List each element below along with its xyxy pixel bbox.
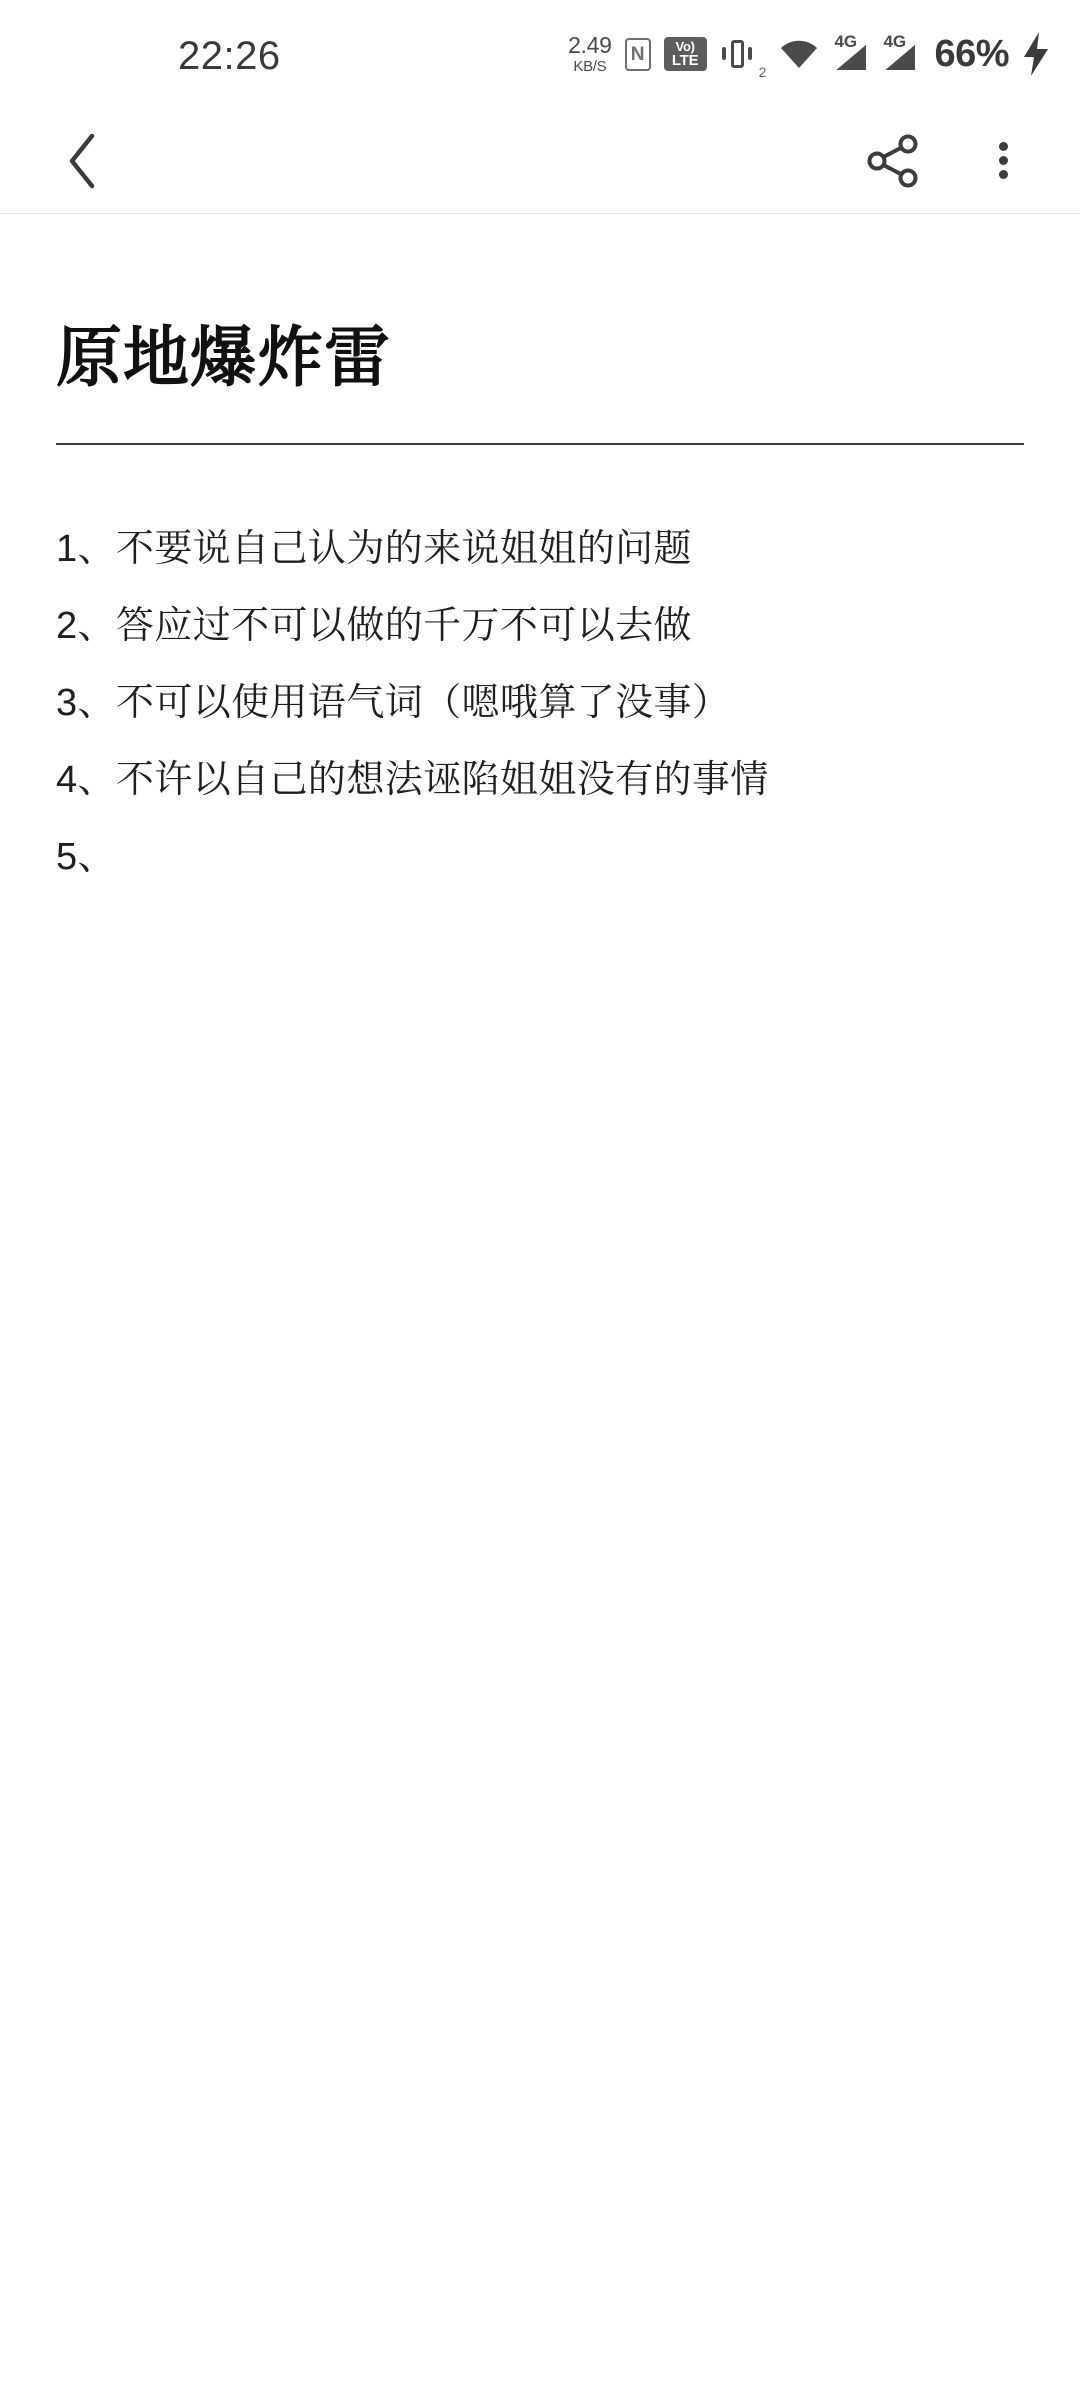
signal-group-2 xyxy=(881,32,917,71)
note-line: 3、不可以使用语气词（嗯哦算了没事） xyxy=(56,682,731,725)
network-speed-unit: KB/S xyxy=(573,58,607,75)
vibrate-mode-icon xyxy=(720,36,754,72)
sim-indicator-label: 2 xyxy=(758,64,767,80)
nfc-icon-label: N xyxy=(630,43,645,65)
note-line: 4、不许以自己的想法诬陷姐姐没有的事情 xyxy=(56,759,769,802)
more-options-button[interactable] xyxy=(968,126,1038,196)
signal-group-1 xyxy=(832,32,868,71)
more-dot-1 xyxy=(999,142,1008,151)
note-title[interactable]: 原地爆炸雷 xyxy=(56,320,391,394)
note-line: 1、不要说自己认为的来说姐姐的问题 xyxy=(56,528,692,571)
signal-icon-sim2-label: 4G xyxy=(883,32,907,51)
more-dot-3 xyxy=(999,170,1008,179)
note-line: 2、答应过不可以做的千万不可以去做 xyxy=(56,605,692,648)
battery-percent-label: 66% xyxy=(934,32,1009,75)
status-bar xyxy=(0,0,1080,108)
back-button[interactable] xyxy=(48,126,118,196)
volte-icon-bottom: LTE xyxy=(671,52,699,69)
nfc-icon xyxy=(625,38,651,71)
signal-icon-sim1-label: 4G xyxy=(834,32,858,51)
more-vertical-icon xyxy=(999,137,1008,184)
app-bar xyxy=(0,108,1080,214)
status-icons xyxy=(568,26,1050,82)
volte-icon xyxy=(664,37,707,71)
title-divider xyxy=(56,443,1024,445)
note-line: 5、 xyxy=(56,836,116,879)
status-clock: 22:26 xyxy=(178,34,281,78)
vibrate-icon-wave-left xyxy=(722,47,726,60)
note-content xyxy=(0,318,1080,896)
wifi-icon xyxy=(779,38,819,70)
volte-icon-top: Vo) xyxy=(675,39,695,54)
app-bar-actions xyxy=(858,126,1038,196)
signal-icon-sim2 xyxy=(881,32,917,71)
more-dot-2 xyxy=(999,156,1008,165)
share-icon xyxy=(866,134,920,188)
network-speed-indicator xyxy=(568,34,612,74)
share-button[interactable] xyxy=(858,126,928,196)
network-speed-value: 2.49 xyxy=(568,32,612,58)
signal-icon-sim1 xyxy=(832,32,868,71)
vibrate-icon-body xyxy=(731,40,744,68)
chevron-left-icon xyxy=(65,130,101,192)
note-body[interactable] xyxy=(56,511,1024,896)
charging-bolt-icon xyxy=(1022,32,1050,76)
vibrate-icon-wave-right xyxy=(748,47,752,60)
